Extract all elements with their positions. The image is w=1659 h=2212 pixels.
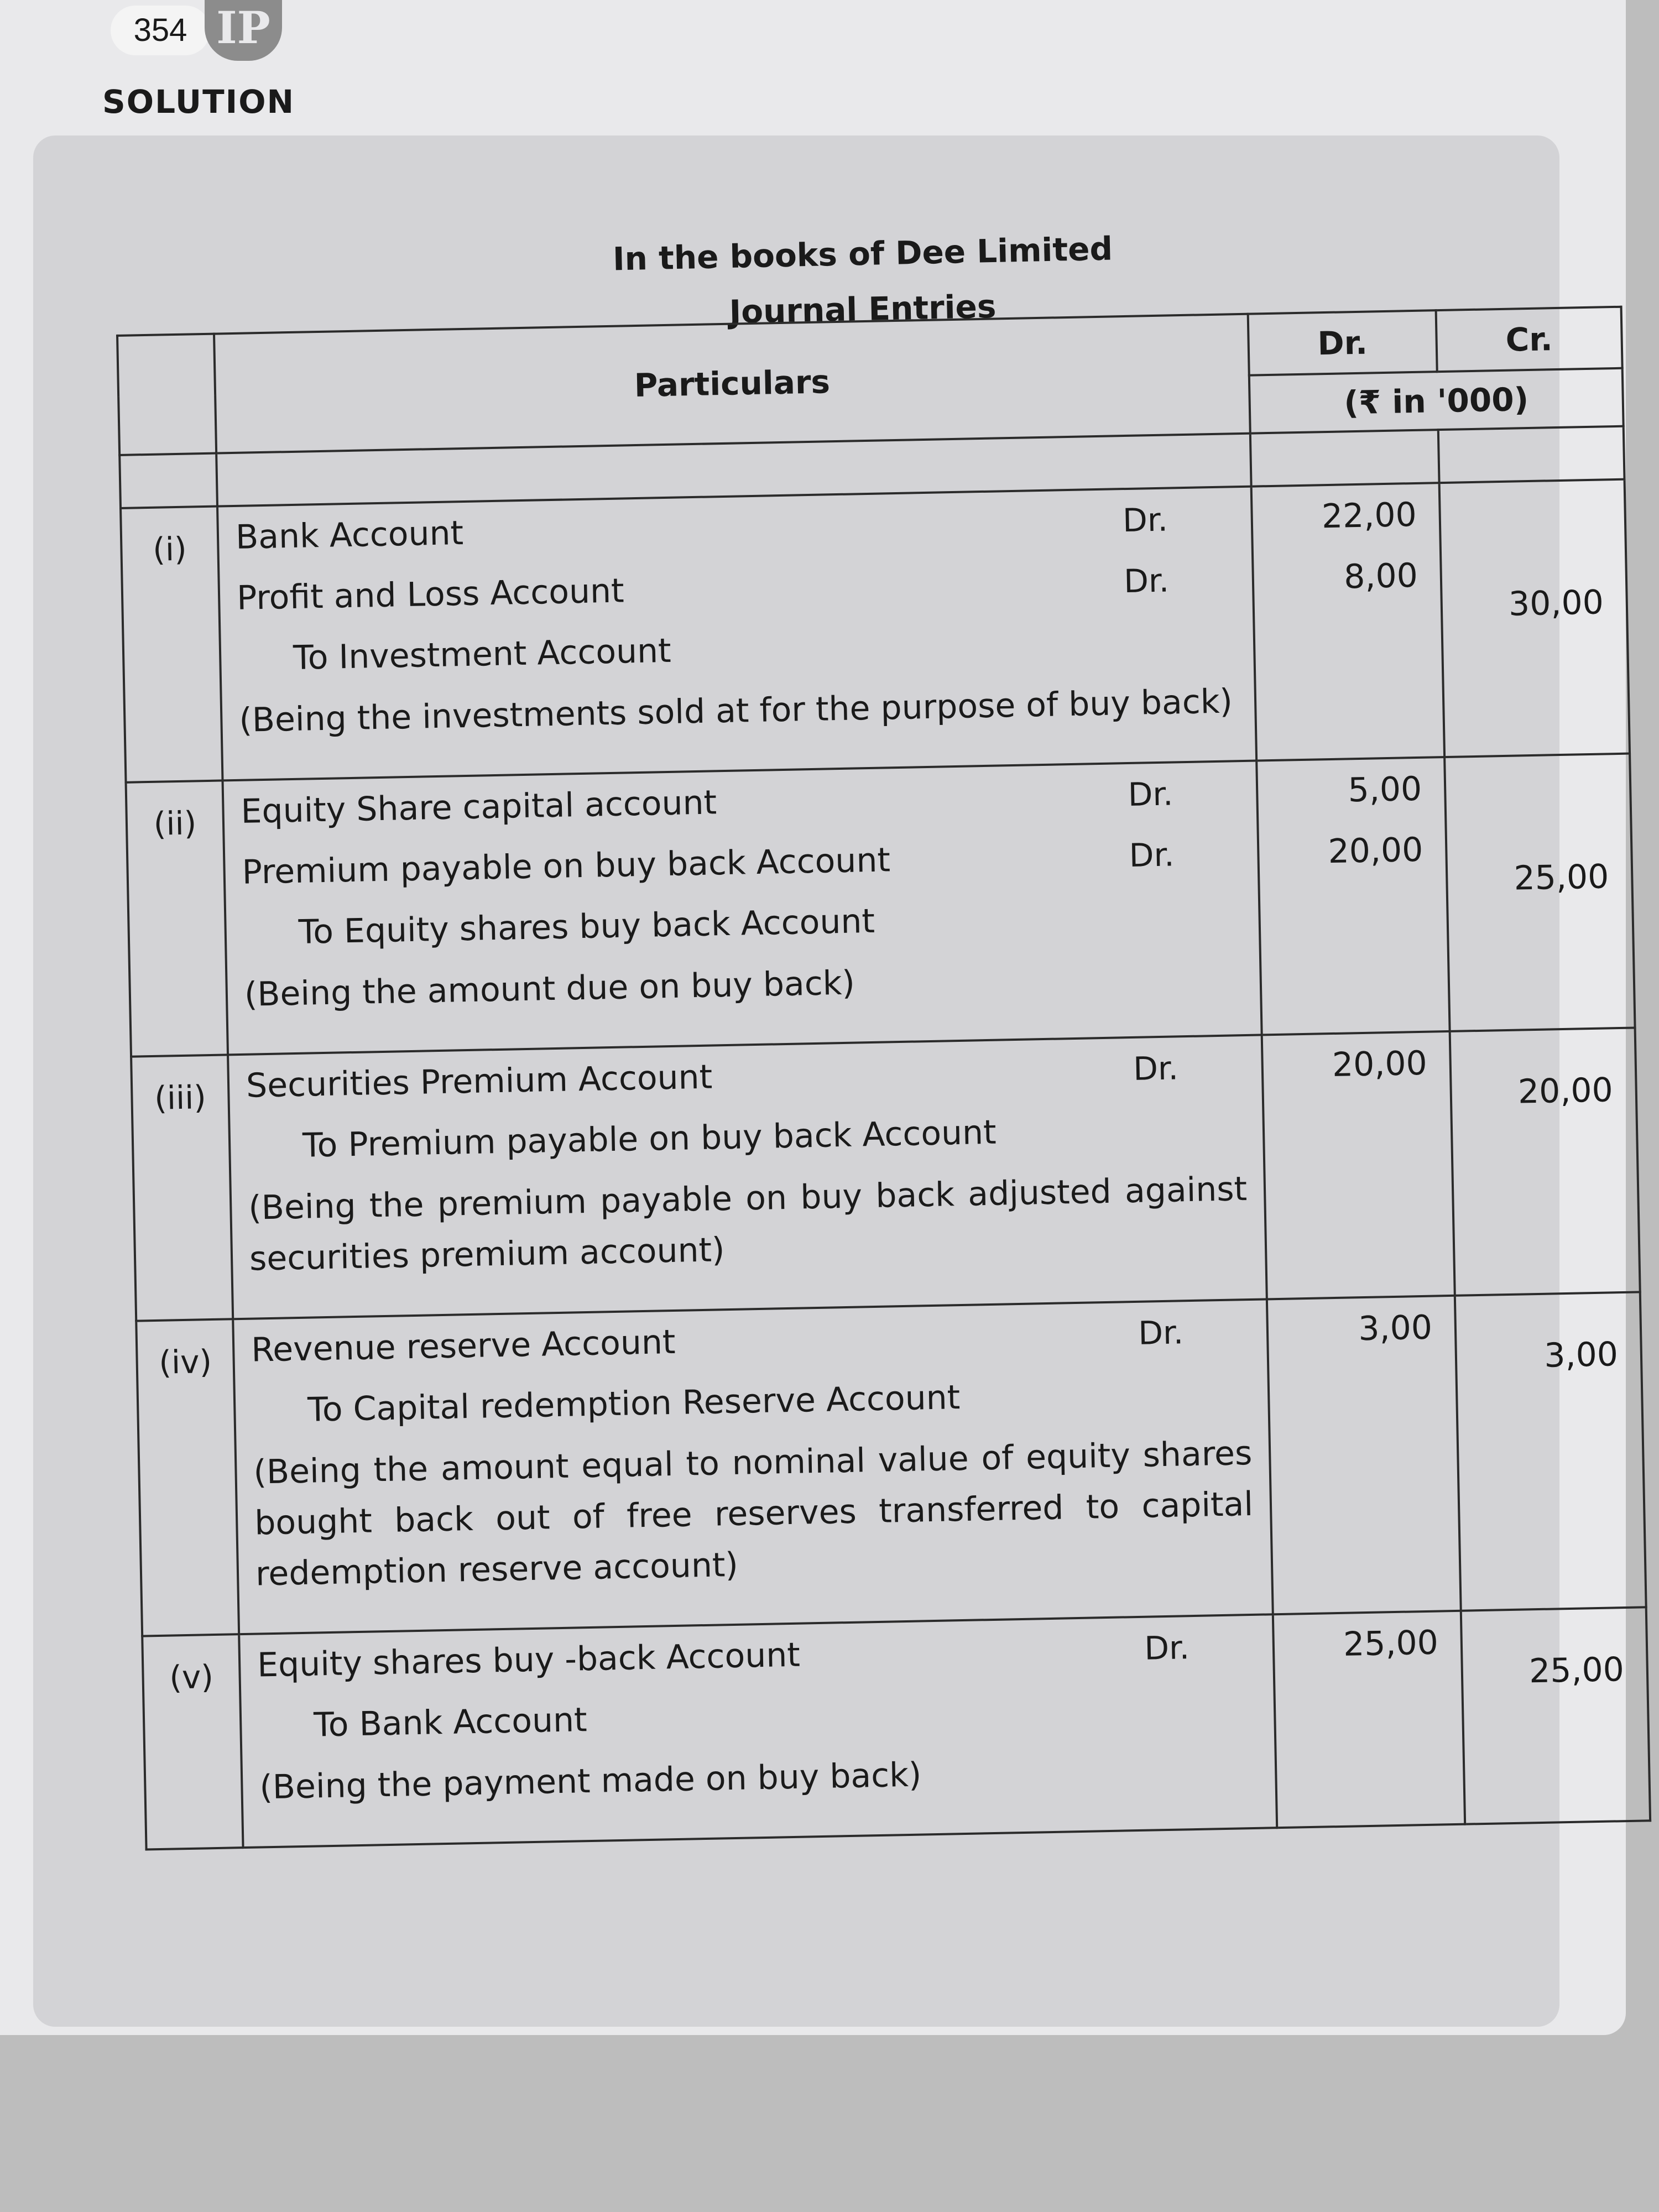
journal-entry-row (121, 479, 1630, 782)
entry-particulars (217, 487, 1256, 781)
debit-amounts (1262, 1031, 1455, 1299)
dr-label: Dr. (1144, 1629, 1190, 1667)
journal-title: Journal Entries (728, 287, 997, 331)
header-no-cell (117, 334, 216, 455)
account-name: Revenue reserve Account (251, 1322, 676, 1370)
entry-narration: (Being the premium payable on buy back adjusted against securities premium account) (248, 1170, 1248, 1279)
credit-amount: 20,00 (1517, 1071, 1614, 1112)
debit-amount: 8,00 (1343, 556, 1418, 597)
debit-amount: 22,00 (1321, 495, 1417, 536)
solution-panel (33, 135, 1625, 2027)
header-particulars: Particulars (214, 314, 1250, 453)
entry-particulars (228, 1035, 1267, 1319)
dr-label: Dr. (1122, 500, 1168, 540)
debit-amounts (1273, 1611, 1465, 1828)
entry-number: (i) (121, 507, 222, 782)
debit-amount: 20,00 (1332, 1044, 1428, 1085)
account-name: Securities Premium Account (246, 1057, 713, 1105)
entry-particulars (239, 1614, 1277, 1848)
header-unit: (₹ in '000) (1249, 368, 1624, 434)
header-dr: Dr. (1248, 310, 1437, 375)
account-name: To Capital redemption Reserve Account (307, 1378, 961, 1430)
dr-label: Dr. (1129, 836, 1175, 875)
account-name: Equity Share capital account (240, 783, 717, 831)
entry-number: (iv) (136, 1319, 239, 1636)
dr-label: Dr. (1123, 561, 1170, 601)
debit-amount: 3,00 (1358, 1308, 1433, 1349)
credit-spacer (1451, 1029, 1613, 1063)
debit-amount: 25,00 (1343, 1623, 1439, 1664)
page-number: 354 (111, 6, 210, 55)
credit-amount: 3,00 (1543, 1335, 1619, 1375)
credit-spacer (1446, 755, 1607, 789)
account-name: To Premium payable on buy back Account (302, 1113, 997, 1165)
dr-label: Dr. (1128, 775, 1173, 814)
credit-amount: 25,00 (1528, 1650, 1625, 1691)
journal-entry-row (131, 1028, 1640, 1321)
debit-amounts (1267, 1296, 1461, 1614)
credit-amounts (1444, 754, 1635, 1031)
section-label: SOLUTION (102, 83, 295, 121)
credit-spacer (1441, 481, 1602, 514)
credit-amounts (1455, 1292, 1646, 1610)
account-name: To Equity shares buy back Account (298, 901, 875, 952)
credit-spacer (1456, 1293, 1618, 1327)
credit-amount: 30,00 (1508, 583, 1604, 624)
publisher-logo: IP (205, 0, 282, 61)
journal-table-wrapper (116, 306, 1653, 2054)
credit-spacer (1441, 511, 1603, 575)
journal-entry-row (136, 1292, 1646, 1636)
entry-narration: (Being the payment made on buy back) (259, 1755, 922, 1807)
entry-narration: (Being the amount equal to nominal value of equity shares bought back out of free reserves transferred to capital redemption reserve account) (253, 1433, 1254, 1594)
spacer-cell (1250, 430, 1439, 487)
journal-table (116, 306, 1651, 1851)
credit-spacer (1446, 785, 1608, 849)
debit-amounts (1256, 757, 1449, 1035)
entry-narration: (Being the investments sold at for the purpose of buy back) (238, 682, 1233, 740)
credit-amounts (1461, 1607, 1650, 1824)
credit-amounts (1439, 479, 1630, 757)
debit-amounts (1251, 483, 1444, 760)
credit-amounts (1450, 1028, 1640, 1296)
books-heading: In the books of Dee Limited (612, 229, 1113, 278)
credit-spacer (1462, 1609, 1624, 1642)
spacer-cell (119, 453, 217, 508)
journal-entry-row (126, 754, 1635, 1057)
entry-particulars (223, 761, 1262, 1055)
entry-particulars (233, 1299, 1273, 1634)
account-name: Bank Account (235, 514, 464, 557)
header-cr: Cr. (1436, 307, 1623, 372)
credit-amount: 25,00 (1513, 857, 1609, 898)
entry-number: (iii) (131, 1055, 233, 1321)
entry-number: (ii) (126, 780, 228, 1056)
journal-entry-row (142, 1607, 1650, 1849)
account-name: Profit and Loss Account (236, 571, 625, 618)
debit-amount: 20,00 (1327, 830, 1423, 872)
account-name: To Bank Account (313, 1700, 588, 1745)
account-name: To Investment Account (293, 631, 672, 677)
dr-label: Dr. (1133, 1049, 1179, 1088)
entry-narration: (Being the amount due on buy back) (244, 963, 855, 1014)
dr-label: Dr. (1138, 1313, 1184, 1352)
account-name: Equity shares buy -back Account (257, 1635, 801, 1685)
account-name: Premium payable on buy back Account (242, 841, 891, 892)
entry-number: (v) (142, 1634, 243, 1849)
debit-amount: 5,00 (1347, 769, 1422, 810)
spacer-cell (1438, 426, 1625, 483)
